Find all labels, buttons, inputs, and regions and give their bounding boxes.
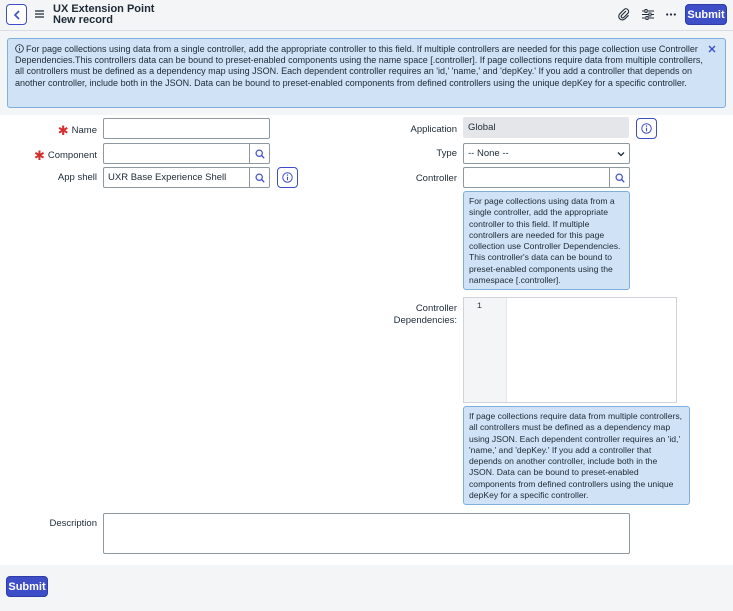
paperclip-icon bbox=[618, 8, 630, 21]
more-options-button[interactable] bbox=[663, 6, 679, 22]
controller-label: Controller bbox=[415, 173, 457, 184]
component-lookup-button[interactable] bbox=[249, 143, 270, 164]
controller-help-text: For page collections using data from a single controller, add the appropriate controller to this field. If multiple controllers are needed for this page collection use Controller Dependencies. This controller's data can be bound to preset-enabled components using the namespace [.controller]. bbox=[463, 191, 630, 290]
attachment-button[interactable] bbox=[616, 6, 632, 22]
settings-button[interactable] bbox=[640, 6, 656, 22]
search-icon bbox=[255, 173, 265, 183]
sliders-icon bbox=[642, 9, 654, 20]
type-select[interactable] bbox=[463, 143, 630, 164]
app-shell-info-button[interactable] bbox=[277, 167, 298, 188]
info-icon bbox=[282, 172, 293, 183]
name-input[interactable] bbox=[103, 118, 270, 139]
required-marker: ✱ bbox=[57, 123, 69, 138]
controller-lookup-button[interactable] bbox=[609, 167, 630, 188]
hamburger-icon[interactable] bbox=[35, 9, 44, 19]
component-input[interactable] bbox=[103, 143, 250, 164]
controller-input[interactable] bbox=[463, 167, 610, 188]
controller-dependencies-label: Controller Dependencies: bbox=[393, 303, 457, 326]
record-title bbox=[53, 4, 154, 26]
page-subtitle: New record bbox=[53, 14, 113, 26]
controller-dependencies-help-text: If page collections require data from multiple controllers, all controllers must be defined as a dependency map using JSON. Each dependent controller requires an 'id,' 'name,' and 'depKey.' If you add a controller that depends on another controller, include both in the JSON. Data can be bound to preset-enabled components from defined controllers using the unique depKey for a specific controller. bbox=[463, 406, 690, 505]
required-marker: ✱ bbox=[33, 148, 45, 163]
application-info-button[interactable] bbox=[636, 118, 657, 139]
description-textarea[interactable] bbox=[103, 513, 630, 554]
name-label: ✱ Name bbox=[57, 123, 97, 138]
form-header bbox=[0, 0, 733, 31]
type-selected-value: -- None -- bbox=[468, 148, 509, 159]
submit-button-bottom[interactable]: Submit bbox=[6, 576, 48, 597]
info-icon bbox=[15, 44, 24, 53]
application-label: Application bbox=[410, 124, 457, 135]
info-icon bbox=[641, 123, 652, 134]
app-shell-label: App shell bbox=[57, 172, 97, 183]
app-shell-lookup-button[interactable] bbox=[249, 167, 270, 188]
line-number-gutter bbox=[464, 298, 507, 402]
banner-text: For page collections using data from a single controller, add the appropriate controller to this field. If multiple controllers are needed for this page collection use Controller Dependencies.This controllers data can be bound to preset-enabled components using the name space [.controller]. If page collections require data from multiple controllers, all controllers must be defined as a dependency map using JSON. Each dependent controller requires an 'id,' 'name,' and 'depKey.' If you add a controller that depends on another controller, include both in the JSON. Data can be bound to preset-enabled components from defined controllers using the unique depKey for a specific controller. bbox=[15, 44, 703, 88]
chevron-left-icon bbox=[13, 10, 21, 20]
line-number: 1 bbox=[477, 302, 482, 311]
close-icon[interactable] bbox=[707, 44, 717, 54]
info-banner bbox=[7, 38, 726, 108]
component-label: ✱ Component bbox=[33, 148, 97, 163]
page-title: UX Extension Point bbox=[53, 3, 155, 15]
app-shell-input[interactable] bbox=[103, 167, 250, 188]
search-icon bbox=[615, 173, 625, 183]
back-button[interactable] bbox=[6, 4, 27, 25]
more-horizontal-icon bbox=[666, 13, 676, 16]
search-icon bbox=[255, 149, 265, 159]
description-label: Description bbox=[49, 518, 97, 529]
type-label: Type bbox=[436, 148, 457, 159]
application-input bbox=[463, 117, 629, 138]
controller-dependencies-editor[interactable] bbox=[463, 297, 677, 403]
submit-button-top[interactable]: Submit bbox=[685, 4, 727, 25]
chevron-down-icon bbox=[617, 151, 625, 157]
